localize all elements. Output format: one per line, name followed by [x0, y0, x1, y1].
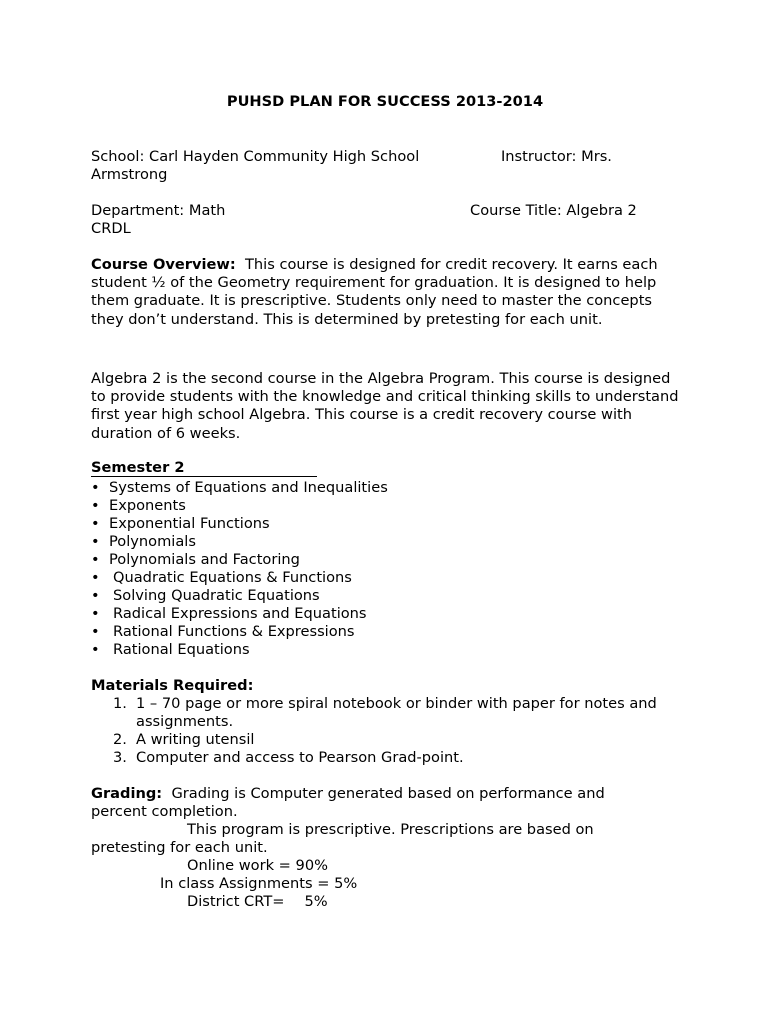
course-overview-label: Course Overview: [91, 256, 236, 273]
school-line: School: Carl Hayden Community High School [91, 148, 420, 165]
instructor-line: Instructor: Mrs. [501, 148, 612, 165]
course-overview [91, 256, 681, 329]
document-page: PUHSD PLAN FOR SUCCESS 2013-2014 School: Carl Hayden Community High School Instructor: Mrs. Armstrong Department: Math Course Title: Algebra 2 CRDL Course Overview: This course is designed for credit recovery. It earns each student ½ of the Geometry requirement for graduation. It is designed to help them graduate. It is prescriptive. Students only need to master the concepts they don’t understand. This is determined by pretesting for each unit. Algebra 2 is the second course in the Algebra Program. This course is designed to provide students with the knowledge and critical thinking skills to understand first year high school Algebra. This course is a credit recovery course with duration of 6 weeks. Semester 2 • Systems of Equations and Inequalities • Exponents • Exponential Functions • Polynomials • Polynomials and Factoring • Quadratic Equations & Functions • Solving Quadratic Equations • Radical Expressions and Equations • Rational Functions & Expressions • Rational Equations Materials Required: 1. 1 – 70 page or more spiral notebook or binder with paper for notes and assignments. 2. A writing utensil 3. Computer and access to Pearson Grad-point. Grading: Grading is Computer generated based on performance and percent completion. This program is prescriptive. Prescriptions are based on pretesting for each unit. Online work = 90% In class Assignments = 5% District CRT= 5% [0, 0, 770, 1024]
grading-district-crt: District CRT= 5% [187, 893, 328, 910]
grading-text: Grading is Computer generated based on performance and percent completion. [91, 785, 605, 821]
grading-section [91, 785, 651, 821]
course-title-line: Course Title: Algebra 2 [470, 202, 637, 219]
grading-in-class: In class Assignments = 5% [160, 875, 358, 892]
grading-online-work: Online work = 90% [187, 857, 328, 874]
instructor-name-continued: Armstrong [91, 166, 168, 183]
department-line: Department: Math [91, 202, 226, 219]
grading-prescriptive-line2: pretesting for each unit. [91, 839, 268, 856]
document-title: PUHSD PLAN FOR SUCCESS 2013-2014 [226, 93, 544, 110]
materials-heading: Materials Required: [91, 677, 254, 694]
course-overview-text: This course is designed for credit recovery. It earns each student ½ of the Geometry requirement for graduation. It is designed to help them graduate. It is prescriptive. Students only need to master the concepts they don’t understand. This is determined by pretesting for each unit. [91, 256, 658, 328]
department-continued: CRDL [91, 220, 131, 237]
semester-heading: Semester 2 [91, 460, 317, 477]
grading-label: Grading: [91, 785, 163, 802]
grading-prescriptive-line1: This program is prescriptive. Prescriptions are based on [187, 821, 594, 838]
course-description: Algebra 2 is the second course in the Algebra Program. This course is designed to provide students with the knowledge and critical thinking skills to understand first year high school Algebra. This course is a credit recovery course with duration of 6 weeks. [91, 370, 679, 442]
